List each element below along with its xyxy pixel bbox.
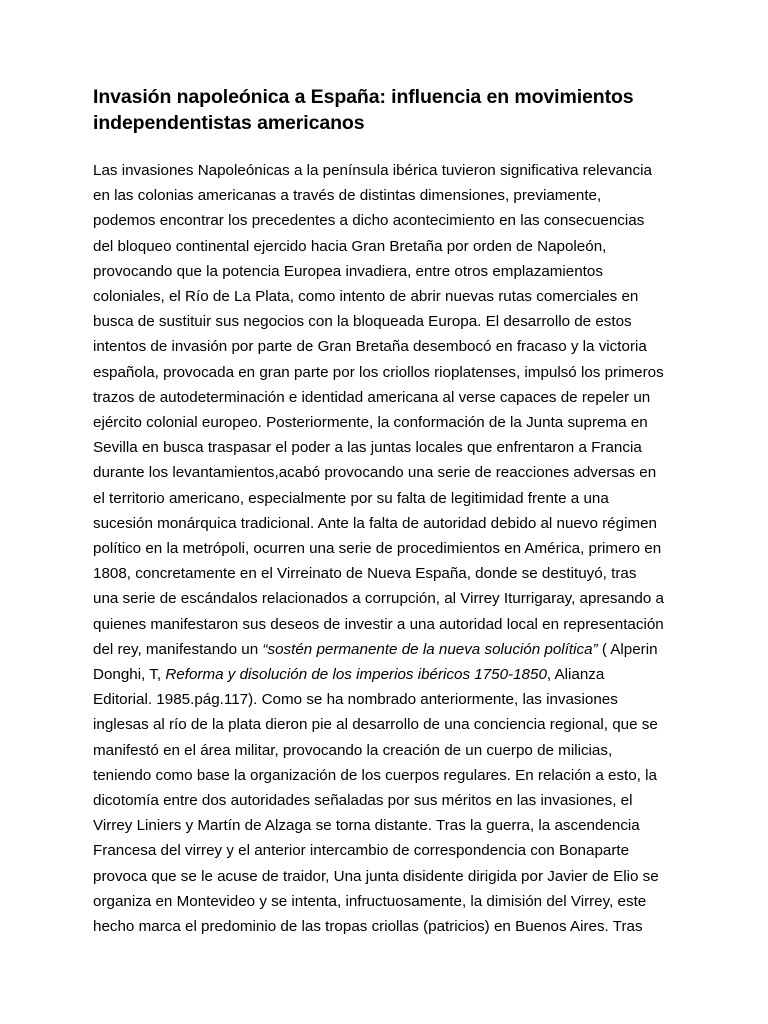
text-line: Editorial. 1985.pág.117). Como se ha nombrado anteriormente, las invasiones xyxy=(93,691,618,709)
text-line: organiza en Montevideo y se intenta, infructuosamente, la dimisión del Virrey, este xyxy=(93,892,647,910)
text-line: trazos de autodeterminación e identidad americana al verse capaces de repeler un xyxy=(93,388,651,406)
title-line: Invasión napoleónica a España: influencia en movimientos xyxy=(93,86,634,108)
text-line: una serie de escándalos relacionados a corrupción, al Virrey Iturrigaray, apresando a xyxy=(93,590,664,608)
text-segment: del rey, manifestando un xyxy=(93,640,263,658)
text-line: durante los levantamientos,acabó provocando una serie de reacciones adversas en xyxy=(93,464,657,482)
text-line: provocando que la potencia Europea invadiera, entre otros emplazamientos xyxy=(93,262,603,280)
text-line: hecho marca el predominio de las tropas criollas (patricios) en Buenos Aires. Tras xyxy=(93,918,643,936)
text-line xyxy=(93,637,683,662)
text-line: dicotomía entre dos autoridades señaladas por sus méritos en las invasiones, el xyxy=(93,792,633,810)
text-line: político en la metrópoli, ocurren una serie de procedimientos en América, primero en xyxy=(93,540,662,558)
text-line: podemos encontrar los precedentes a dicho acontecimiento en las consecuencias xyxy=(93,212,645,230)
text-line: intentos de invasión por parte de Gran Bretaña desembocó en fracaso y la victoria xyxy=(93,338,647,356)
text-line: 1808, concretamente en el Virreinato de Nueva España, donde se destituyó, tras xyxy=(93,565,637,583)
text-segment: ( Alperin xyxy=(597,640,658,658)
text-line: manifestó en el área militar, provocando la creación de un cuerpo de milicias, xyxy=(93,741,613,759)
text-line: española, provocada en gran parte por los criollos rioplatenses, impulsó los primeros xyxy=(93,363,664,381)
book-title: Reforma y disolución de los imperios ibéricos 1750-1850 xyxy=(165,666,547,684)
text-line: ejército colonial europeo. Posteriormente, la conformación de la Junta suprema en xyxy=(93,414,648,432)
body-paragraph xyxy=(93,158,683,939)
quotation: “sostén permanente de la nueva solución política” xyxy=(262,640,598,658)
document-title xyxy=(93,85,683,136)
text-line: en las colonias americanas a través de distintas dimensiones, previamente, xyxy=(93,187,602,205)
title-line: independentistas americanos xyxy=(93,111,365,134)
text-line: Sevilla en busca traspasar el poder a las juntas locales que enfrentaron a Francia xyxy=(93,439,642,457)
text-line: provoca que se le acuse de traidor, Una junta disidente dirigida por Javier de Elio se xyxy=(93,867,659,885)
text-line: Las invasiones Napoleónicas a la península ibérica tuvieron significativa relevancia xyxy=(93,162,652,179)
text-line: busca de sustituir sus negocios con la bloqueada Europa. El desarrollo de estos xyxy=(93,313,632,331)
text-line: inglesas al río de la plata dieron pie al desarrollo de una conciencia regional, que se xyxy=(93,716,658,734)
text-line: teniendo como base la organización de los cuerpos regulares. En relación a esto, la xyxy=(93,766,657,784)
text-line: sucesión monárquica tradicional. Ante la falta de autoridad debido al nuevo régimen xyxy=(93,514,657,532)
text-segment: Donghi, T, xyxy=(93,666,166,684)
text-line: Virrey Liniers y Martín de Alzaga se torna distante. Tras la guerra, la ascendencia xyxy=(93,817,640,835)
text-line: Francesa del virrey y el anterior intercambio de correspondencia con Bonaparte xyxy=(93,842,630,860)
document-page xyxy=(93,85,683,939)
text-line: el territorio americano, especialmente por su falta de legitimidad frente a una xyxy=(93,489,609,507)
text-line: quienes manifestaron sus deseos de investir a una autoridad local en representación xyxy=(93,615,664,633)
text-line xyxy=(93,662,683,687)
text-segment: , Alianza xyxy=(546,666,605,684)
text-line: del bloqueo continental ejercido hacia Gran Bretaña por orden de Napoleón, xyxy=(93,237,607,255)
text-line: coloniales, el Río de La Plata, como intento de abrir nuevas rutas comerciales en xyxy=(93,288,639,306)
